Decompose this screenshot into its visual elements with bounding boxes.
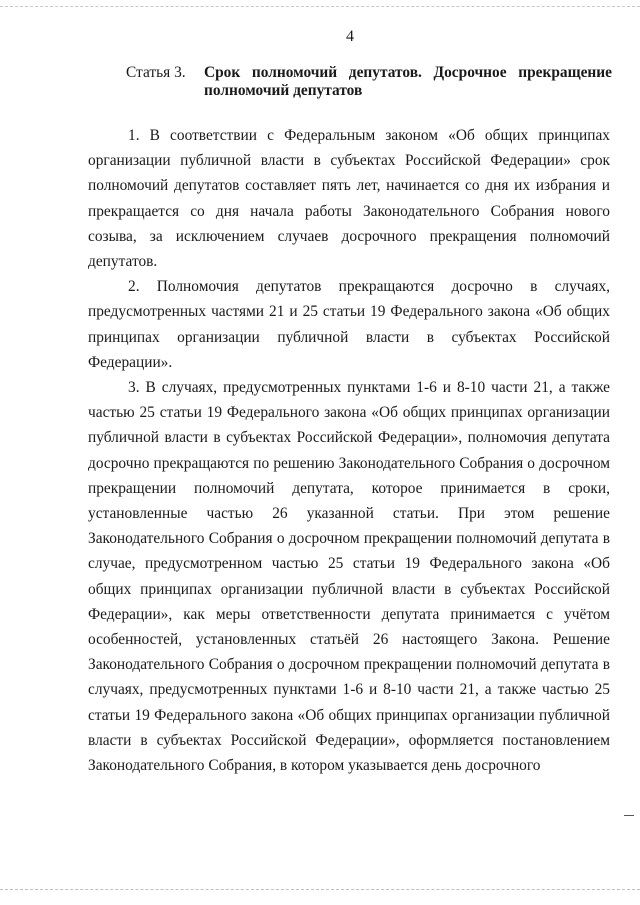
document-body [88, 123, 610, 778]
paragraph-2: 2. Полномочия депутатов прекращаются досрочно в случаях, предусмотренных частями 21 и 25 статьи 19 Федерального закона «Об общих принципах организации публичной власти в субъектах Российской Федерации». [88, 278, 610, 371]
paragraph-3: 3. В случаях, предусмотренных пунктами 1-6 и 8-10 части 21, а также частью 25 статьи 19 Федерального закона «Об общих принципах организации публичной власти в субъектах Российской Федерации», полномочия депутата досрочно прекращаются по решению Законодательного Собрания о досрочном прекращении полномочий депутата, которое принимается в сроки, установленные частью 26 указанной статьи. При этом решение Законодательного Собрания о досрочном прекращении полномочий депутата в случае, предусмотренном частью 25 статьи 19 Федерального закона «Об общих принципах организации публичной власти в субъектах Российской Федерации», как меры ответственности депутата принимается с учётом особенностей, установленных статьёй 26 настоящего Закона. Решение Законодательного Собрания о досрочном прекращении полномочий депутата в случаях, предусмотренных пунктами 1-6 и 8-10 части 21, а также частью 25 статьи 19 Федерального закона «Об общих принципах организации публичной власти в субъектах Российской Федерации», оформляется постановлением Законодательного Собрания, в котором указывается день досрочного [88, 379, 610, 775]
page-number: 4 [346, 28, 354, 45]
article-title: Срок полномочий депутатов. Досрочное прекращение полномочий депутатов [204, 64, 612, 99]
paragraph-1: 1. В соответствии с Федеральным законом «Об общих принципах организации публичной власти в субъектах Российской Федерации» срок полномочий депутатов составляет пять лет, начинается со дня их избрания и прекращается со дня начала работы Законодательного Собрания нового созыва, за исключением случаев досрочного прекращения полномочий депутатов. [88, 127, 610, 271]
scan-edge-top [0, 6, 640, 7]
scan-edge-bottom [0, 889, 640, 890]
article-label: Статья 3. [126, 64, 186, 81]
scan-mark [624, 815, 634, 816]
